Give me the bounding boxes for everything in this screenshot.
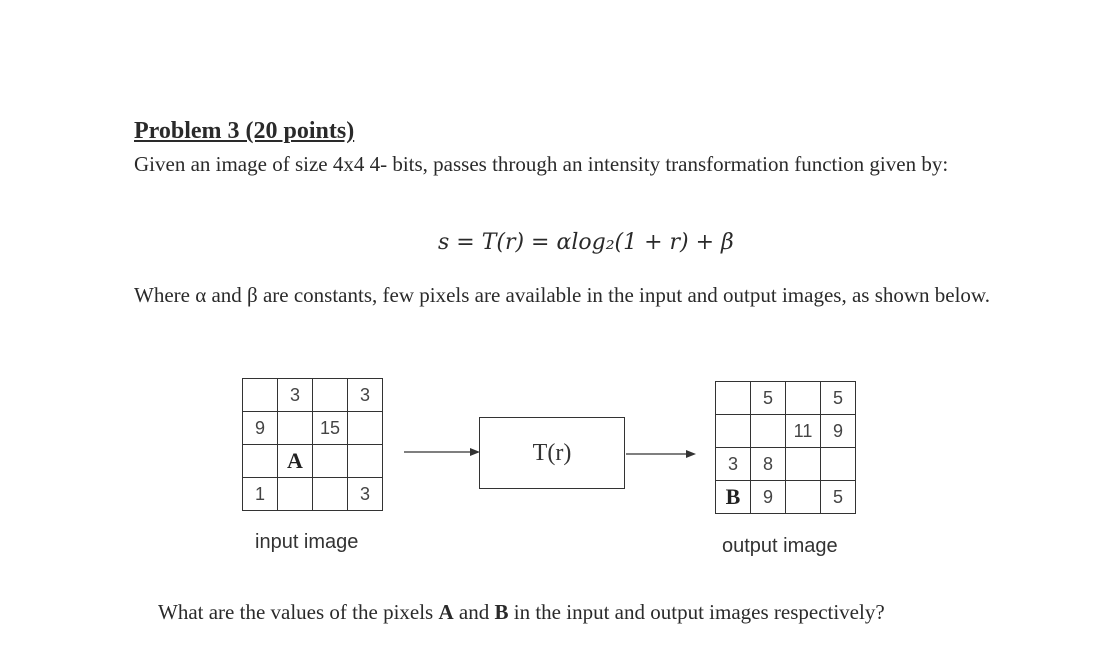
pixel-cell: 8 [751,448,786,481]
pixel-cell [278,478,313,511]
grid-row [243,379,383,412]
grid-row [243,445,383,478]
pixel-cell [786,448,821,481]
problem-description: Where α and β are constants, few pixels are available in the input and output images, as shown below. [134,283,990,307]
question-and: and [453,600,495,624]
problem-intro: Given an image of size 4x4 4- bits, passes through an intensity transformation function given by: [134,152,949,176]
grid-row [243,478,383,511]
arrow-to-transform [404,445,482,459]
pixel-cell [313,379,348,412]
pixel-cell [243,379,278,412]
transformation-formula: s = T(r) = αlog₂(1 + r) + β [438,230,734,255]
pixel-cell [348,445,383,478]
question-suffix: in the input and output images respectively? [508,600,885,624]
pixel-cell [751,415,786,448]
pixel-cell: 3 [716,448,751,481]
question-prefix: What are the values of the pixels [158,600,439,624]
pixel-cell [313,478,348,511]
grid-row [716,448,856,481]
grid-row [716,382,856,415]
pixel-cell: B [716,481,751,514]
pixel-cell: 9 [751,481,786,514]
pixel-cell: 3 [278,379,313,412]
question-pixel-a: A [438,600,454,624]
pixel-cell [243,445,278,478]
pixel-cell: 11 [786,415,821,448]
pixel-cell [348,412,383,445]
problem-title: Problem 3 (20 points) [134,118,355,144]
pixel-cell [786,382,821,415]
pixel-cell: 3 [348,478,383,511]
pixel-cell: 5 [751,382,786,415]
pixel-cell [821,448,856,481]
input-image-grid [242,378,383,511]
pixel-cell: 1 [243,478,278,511]
grid-row [716,415,856,448]
pixel-cell [716,382,751,415]
question-pixel-b: B [494,600,509,624]
grid-row [716,481,856,514]
output-image-grid [715,381,856,514]
pixel-cell: 9 [243,412,278,445]
question-text [158,600,885,625]
input-image-caption: input image [255,531,359,553]
pixel-cell: 9 [821,415,856,448]
pixel-cell: 5 [821,481,856,514]
pixel-cell [786,481,821,514]
pixel-cell [716,415,751,448]
transform-label: T(r) [532,439,572,466]
output-image-caption: output image [722,535,838,557]
grid-row [243,412,383,445]
pixel-cell: A [278,445,313,478]
arrow-to-output [626,447,698,461]
pixel-cell: 3 [348,379,383,412]
pixel-cell [313,445,348,478]
pixel-cell: 5 [821,382,856,415]
transform-box [479,417,625,489]
pixel-cell [278,412,313,445]
pixel-cell: 15 [313,412,348,445]
